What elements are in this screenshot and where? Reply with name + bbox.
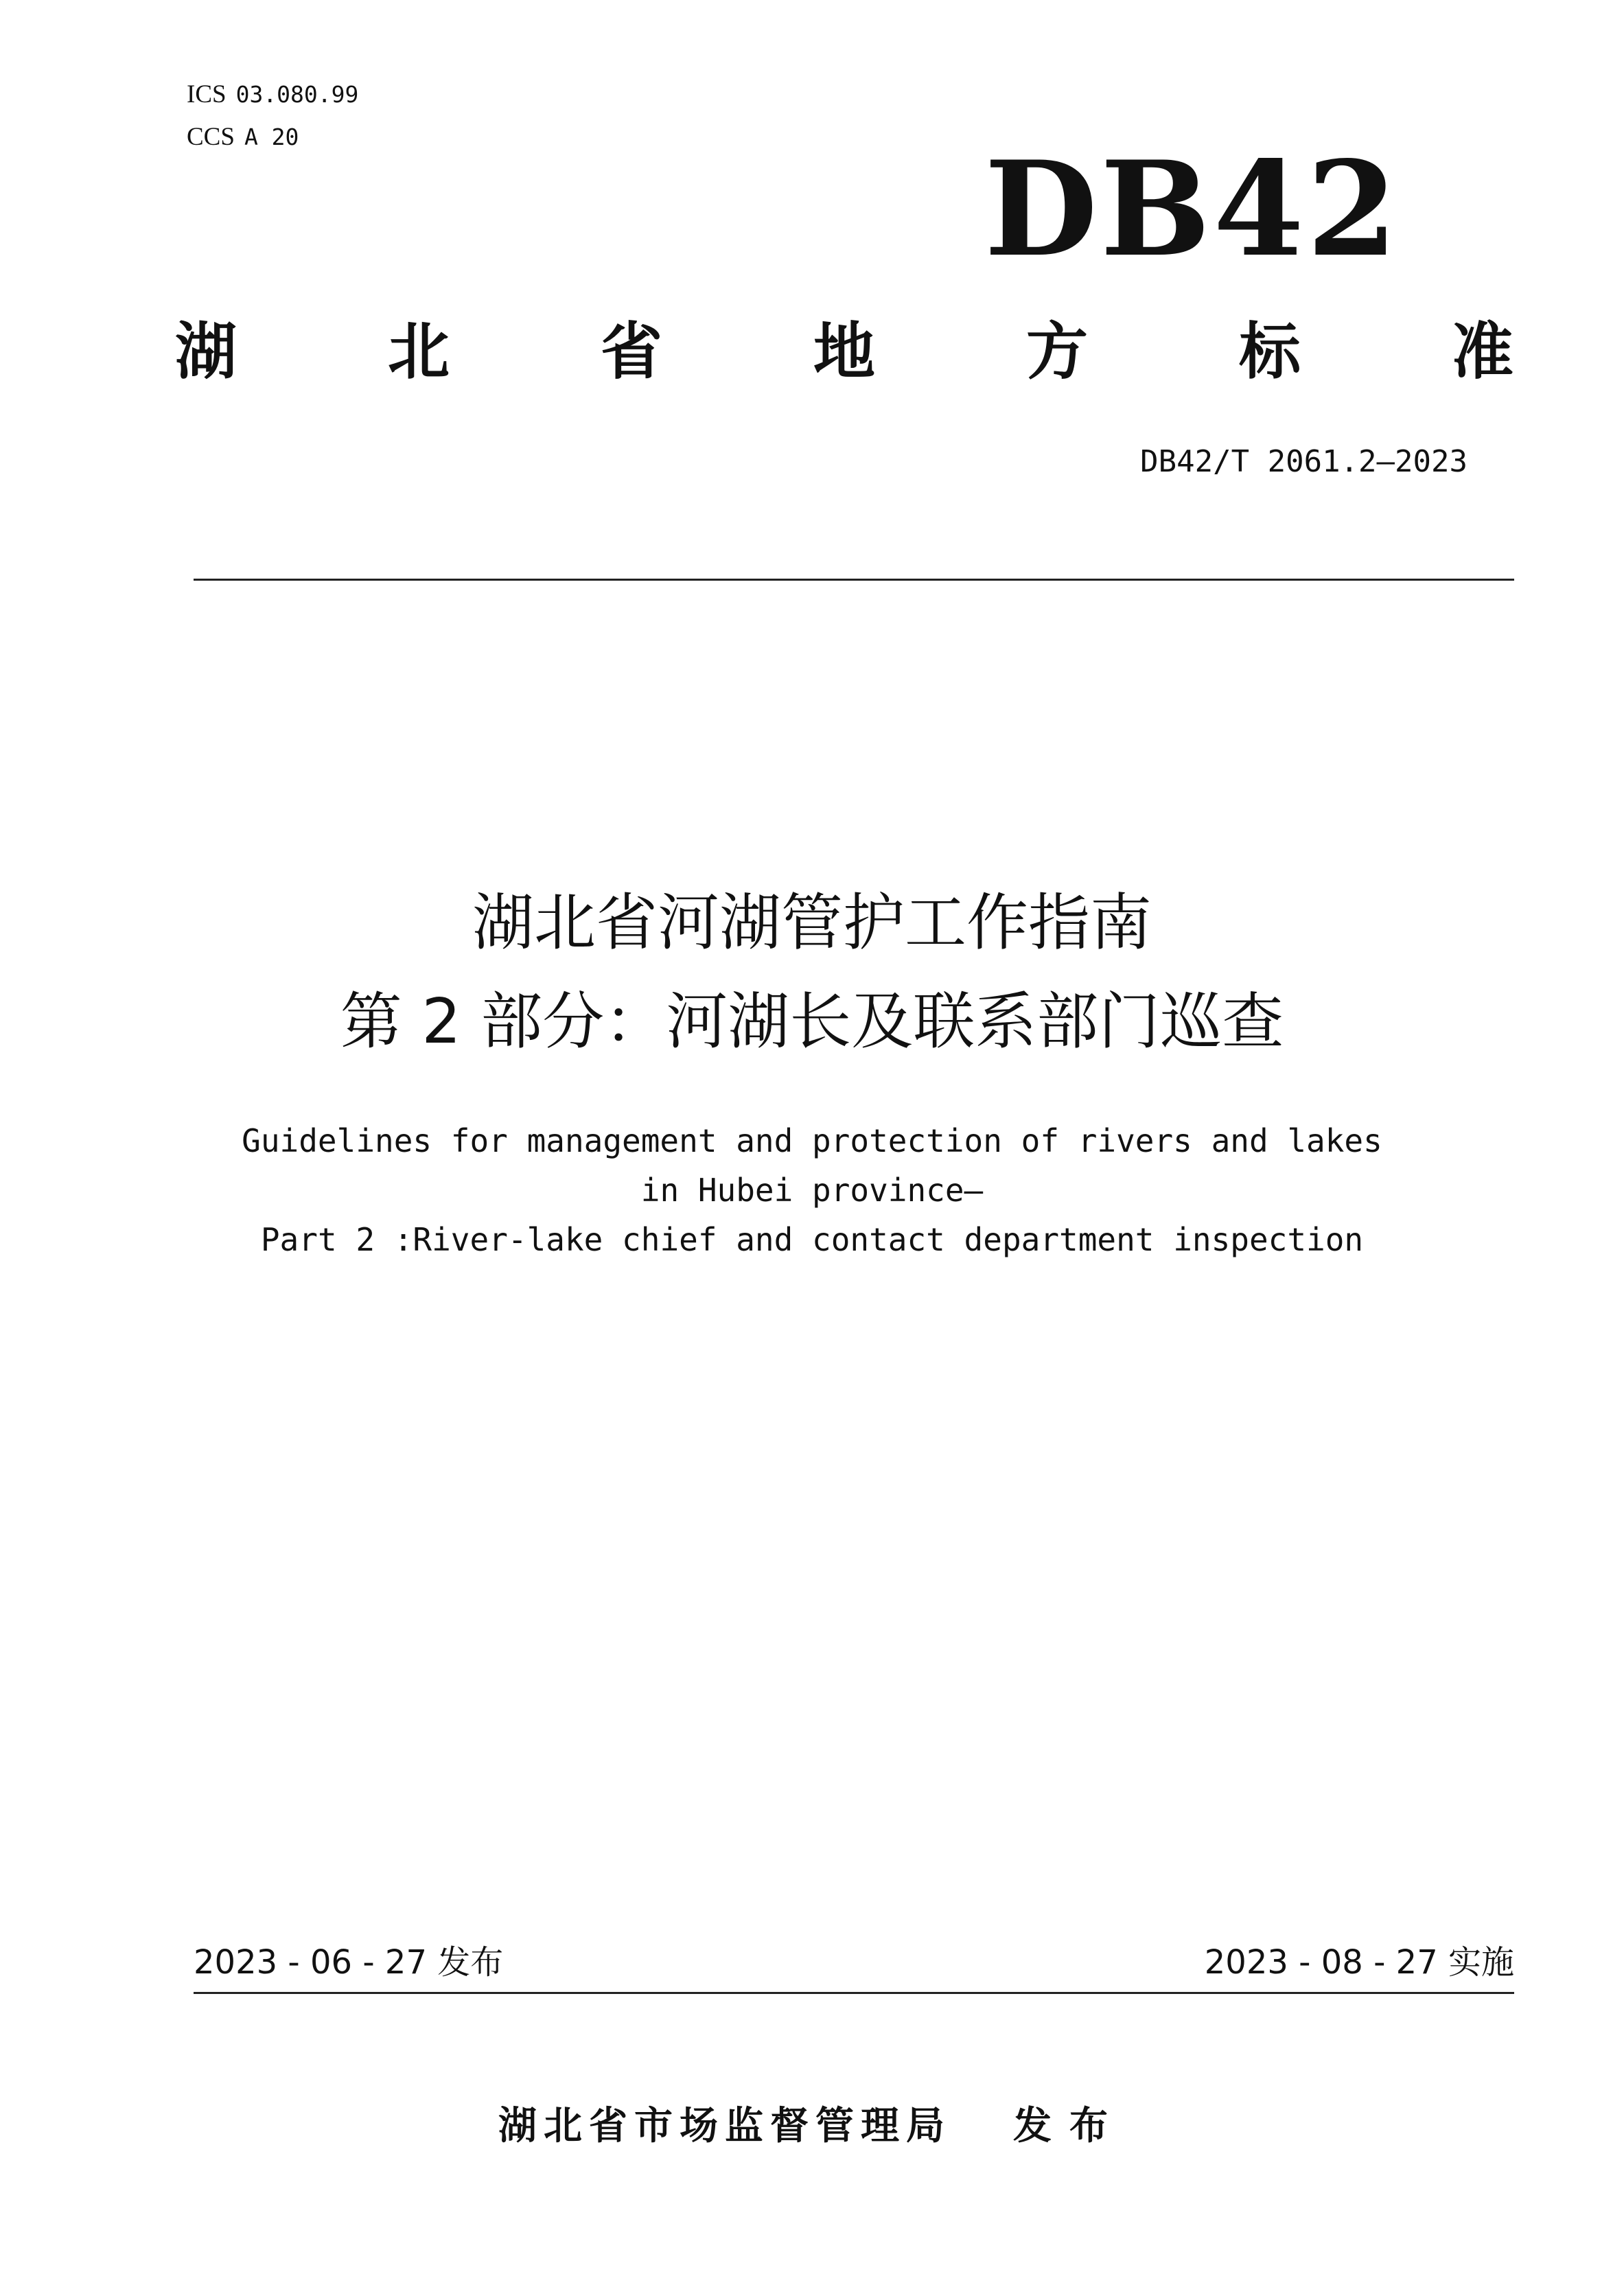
publish-date: 2023 - 06 - 27 发布 — [194, 1943, 504, 1982]
standard-type-char: 北 — [388, 316, 450, 388]
standard-type-char: 准 — [1452, 316, 1513, 388]
publisher-name: 湖北省市场监督管理局 — [498, 2104, 951, 2148]
implementation-date: 2023 - 08 - 27 实施 — [1204, 1943, 1514, 1982]
ics-label: ICS — [187, 80, 227, 108]
ccs-label: CCS — [187, 123, 235, 151]
standard-type-heading — [175, 314, 1513, 390]
standard-type-char: 地 — [813, 316, 875, 388]
ics-value: 03.080.99 — [235, 81, 359, 108]
standard-type-char: 方 — [1026, 316, 1088, 388]
standard-number: DB42/T 2061.2—2023 — [1140, 444, 1468, 479]
title-english-line-2: in Hubei province— — [640, 1172, 984, 1209]
standard-type-char: 湖 — [175, 316, 237, 388]
publisher-line — [0, 2102, 1624, 2151]
standard-type-char: 省 — [601, 316, 662, 388]
footer-divider — [194, 1992, 1514, 1994]
title-english-line-3: Part 2 :River-lake chief and contact department inspection — [260, 1221, 1364, 1258]
ics-code — [187, 80, 358, 110]
header-divider — [194, 579, 1514, 581]
title-chinese-line-2: 第 2 部分：河湖长及联系部门巡查 — [340, 986, 1284, 1058]
title-english-line-1: Guidelines for management and protection of rivers and lakes — [242, 1122, 1382, 1159]
standard-type-char: 标 — [1239, 316, 1301, 388]
title-chinese-line-1: 湖北省河湖管护工作指南 — [472, 887, 1152, 959]
ccs-code — [187, 122, 299, 152]
ccs-value: A 20 — [244, 124, 299, 150]
publisher-action: 发布 — [1013, 2104, 1126, 2148]
db42-logo: DB42 — [984, 132, 1400, 286]
